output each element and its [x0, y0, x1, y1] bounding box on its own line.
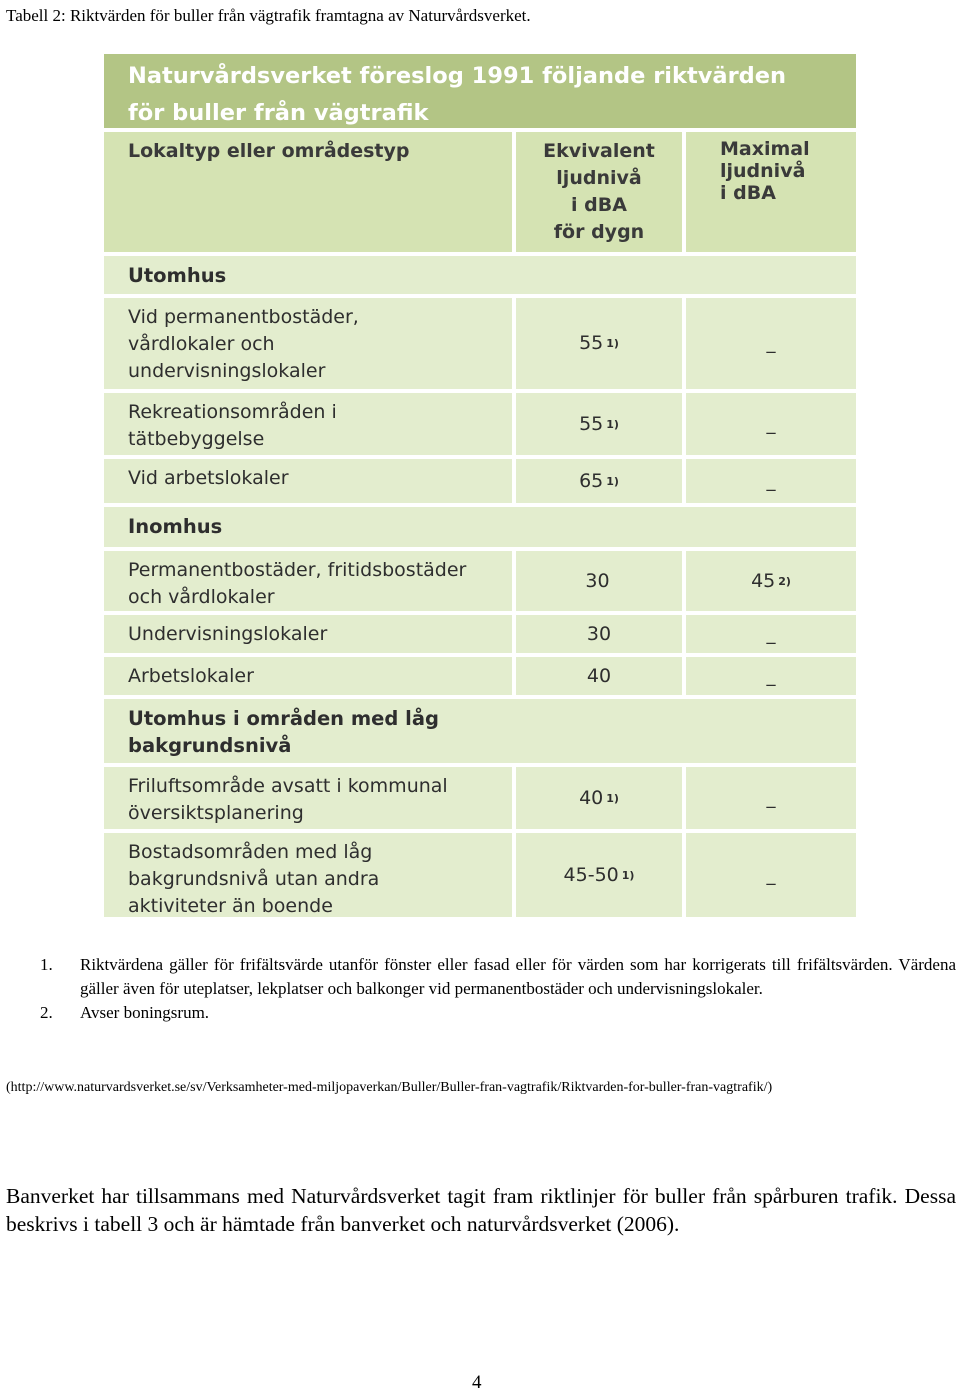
maximum-value: _	[766, 413, 776, 435]
table-row	[104, 833, 856, 917]
area-type-cell	[104, 833, 512, 917]
area-type-cell	[104, 298, 512, 389]
section-title: Utomhus	[104, 256, 856, 294]
column-header-row	[104, 132, 856, 252]
maximum-value: _	[766, 470, 776, 492]
footnote-ref: 1)	[606, 474, 619, 488]
noise-guideline-table	[104, 54, 856, 917]
col3-header-line: Maximal	[720, 138, 810, 160]
footnote-text: Riktvärdena gäller för frifältsvärde utanför fönster eller fasad eller för värden som har korrigerats till frifältsvärden. Värdena gäller även för uteplatser, lekplatser och balkonger vid permanentbostäder och undervisningslokaler.	[80, 955, 956, 998]
footnotes	[40, 953, 956, 1025]
footnote-ref: 1)	[606, 417, 619, 431]
maximum-level-cell	[686, 393, 856, 455]
maximum-value: _	[766, 623, 776, 645]
equivalent-value: 55	[579, 412, 604, 435]
area-type-line: aktiviteter än boende	[128, 895, 333, 917]
area-type-line: tätbebyggelse	[128, 428, 265, 450]
section-header-row	[104, 699, 856, 763]
section-header-row	[104, 507, 856, 547]
table-title-line-2: för buller från vägtrafik	[128, 100, 429, 126]
equivalent-level-cell	[516, 657, 682, 695]
table-row	[104, 298, 856, 389]
area-type-line: och vårdlokaler	[128, 586, 275, 608]
area-type-line: Vid permanentbostäder,	[128, 306, 359, 328]
equivalent-level-cell	[516, 393, 682, 455]
col2-header-line: Ekvivalent	[543, 140, 655, 162]
maximum-level-cell	[686, 298, 856, 389]
table-caption: Tabell 2: Riktvärden för buller från vägtrafik framtagna av Naturvårdsverket.	[6, 6, 531, 25]
table-title	[104, 54, 856, 128]
equivalent-level-cell	[516, 551, 682, 611]
table-row	[104, 551, 856, 611]
table-row	[104, 767, 856, 829]
table-row	[104, 657, 856, 695]
equivalent-value: 45-50	[563, 863, 619, 886]
section-title: Inomhus	[104, 507, 856, 547]
maximum-level-cell	[686, 459, 856, 503]
maximum-level-cell	[686, 657, 856, 695]
equivalent-level-cell	[516, 459, 682, 503]
page-number: 4	[472, 1372, 482, 1393]
maximum-level-cell	[686, 767, 856, 829]
body-paragraph: Banverket har tillsammans med Naturvårdsverket tagit fram riktlinjer för buller från spårburen trafik. Dessa beskrivs i tabell 3 och är hämtade från banverket och naturvårdsverket (2006).	[6, 1184, 956, 1236]
maximum-level-cell	[686, 551, 856, 611]
maximum-value: _	[766, 787, 776, 809]
footnote-number: 1.	[40, 955, 53, 974]
area-type-line: Rekreationsområden i	[128, 401, 337, 423]
area-type-line: Vid arbetslokaler	[128, 467, 289, 489]
area-type-line: Undervisningslokaler	[128, 623, 328, 645]
col-header-equivalent-level	[516, 132, 682, 252]
area-type-cell	[104, 393, 512, 455]
footnote-item	[40, 1001, 956, 1025]
area-type-cell	[104, 657, 512, 695]
col2-header-line: i dBA	[571, 194, 627, 216]
table-row	[104, 393, 856, 455]
equivalent-value: 30	[586, 622, 612, 645]
footnote-item	[40, 953, 956, 1001]
footnote-ref: 1)	[606, 791, 619, 805]
area-type-cell	[104, 767, 512, 829]
area-type-line: vårdlokaler och	[128, 333, 275, 355]
area-type-cell	[104, 615, 512, 653]
maximum-level-cell	[686, 833, 856, 917]
equivalent-value: 30	[585, 569, 610, 592]
col3-header-line: ljudnivå	[720, 160, 806, 182]
maximum-value: _	[766, 665, 776, 687]
col-header-area-type: Lokaltyp eller områdestyp	[104, 132, 512, 252]
footnote-ref: 1)	[621, 868, 635, 882]
col2-header-line: ljudnivå	[556, 167, 642, 189]
equivalent-value: 65	[579, 469, 604, 492]
area-type-line: Friluftsområde avsatt i kommunal	[128, 775, 448, 797]
section-header-row	[104, 256, 856, 294]
footnote-ref: 1)	[606, 337, 619, 350]
maximum-value: _	[766, 864, 776, 886]
table-row	[104, 615, 856, 653]
col-header-maximum-level	[686, 132, 856, 252]
col2-header-line: för dygn	[553, 221, 645, 243]
area-type-cell	[104, 459, 512, 503]
table-row	[104, 459, 856, 503]
area-type-line: bakgrundsnivå utan andra	[128, 868, 380, 890]
equivalent-level-cell	[516, 615, 682, 653]
col3-header-line: i dBA	[720, 182, 776, 204]
area-type-line: Permanentbostäder, fritidsbostäder	[128, 559, 467, 581]
maximum-value: 45	[751, 570, 776, 592]
area-type-line: översiktsplanering	[128, 802, 304, 824]
equivalent-value: 40	[586, 664, 612, 687]
maximum-value: _	[766, 333, 776, 354]
footnote-ref: 2)	[778, 574, 791, 588]
area-type-line: Bostadsområden med låg	[128, 841, 373, 863]
equivalent-level-cell	[516, 767, 682, 829]
equivalent-value: 55	[579, 332, 604, 354]
area-type-cell	[104, 551, 512, 611]
equivalent-level-cell	[516, 298, 682, 389]
source-url: (http://www.naturvardsverket.se/sv/Verksamheter-med-miljopaverkan/Buller/Buller-fran-vagtrafik/Riktvarden-for-buller-fran-vagtrafik/)	[6, 1080, 773, 1095]
footnote-number: 2.	[40, 1003, 53, 1022]
area-type-line: undervisningslokaler	[128, 360, 326, 382]
table-title-line-1: Naturvårdsverket föreslog 1991 följande riktvärden	[128, 63, 787, 89]
maximum-level-cell	[686, 615, 856, 653]
area-type-line: Arbetslokaler	[128, 665, 254, 687]
equivalent-level-cell	[516, 833, 682, 917]
equivalent-value: 40	[579, 786, 604, 809]
footnote-text: Avser boningsrum.	[80, 1003, 210, 1022]
section-title: Utomhus i områden med låg bakgrundsnivå	[104, 699, 856, 763]
